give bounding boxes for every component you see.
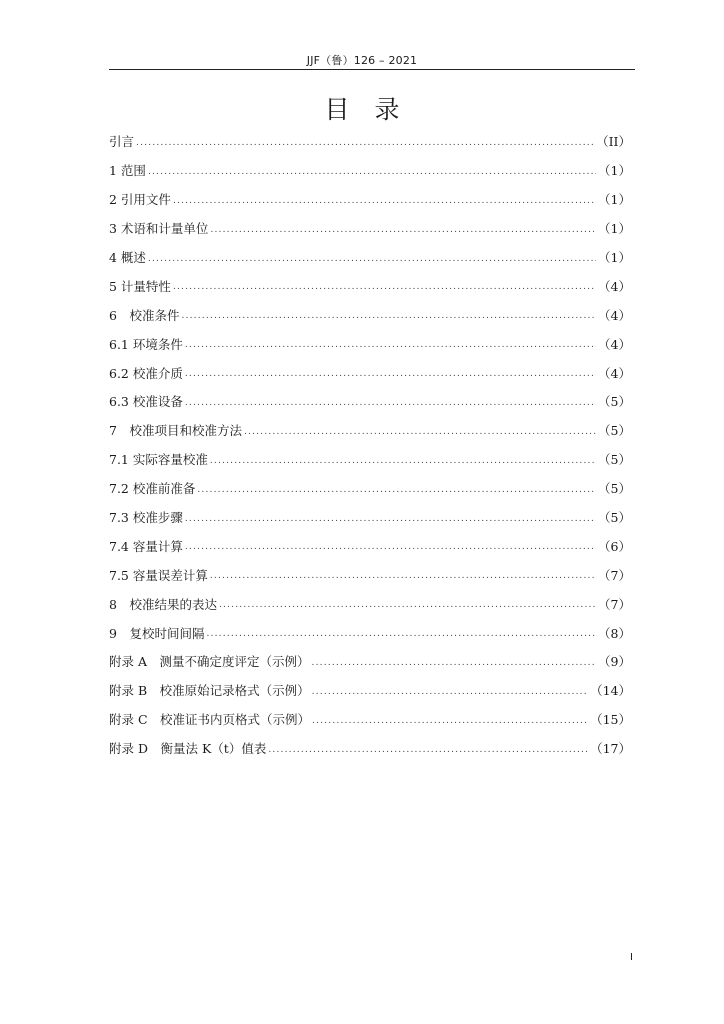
toc-entry-label: 6.2 校准介质 [109,365,183,381]
toc-entry[interactable] [109,589,631,618]
toc-entry[interactable] [109,618,631,647]
toc-entry[interactable] [109,271,631,300]
toc-entry-label: 附录 D 衡量法 K（t）值表 [109,741,267,757]
toc-entry[interactable] [109,416,631,445]
toc-entry-page: （4） [598,278,631,294]
toc-entry-label: 4 概述 [109,250,146,265]
toc-entry-label: 7 校准项目和校准方法 [109,423,242,439]
dot-leader [244,424,596,437]
toc-entry-label: 7.2 校准前准备 [109,481,196,497]
toc-entry-page: （7） [598,596,631,612]
toc-entry-page: （4） [598,365,631,381]
dot-leader [148,251,596,264]
toc-entry-label: 5 计量特性 [109,278,171,294]
toc-entry[interactable] [109,474,631,503]
dot-leader [312,713,588,726]
dot-leader [268,742,588,755]
running-header: JJF（鲁）126 – 2021 [306,54,418,67]
toc-entry-label: 9 复校时间间隔 [109,625,205,641]
dot-leader [185,395,596,408]
table-of-contents [109,127,631,763]
toc-entry[interactable] [109,127,631,156]
dot-leader [312,684,588,697]
dot-leader [185,337,596,350]
toc-entry-label: 7.1 实际容量校准 [109,452,208,468]
header-rule [109,69,635,70]
toc-entry[interactable] [109,503,631,532]
dot-leader [210,568,596,581]
toc-entry[interactable] [109,185,631,214]
toc-entry-page: （4） [598,307,631,323]
toc-entry[interactable] [109,560,631,589]
toc-entry-page: （15） [590,712,631,728]
toc-entry-page: （5） [598,394,631,410]
dot-leader [136,135,594,148]
toc-entry-page: （5） [598,452,631,468]
page-title: 目 录 [324,95,400,124]
toc-entry-label: 6 校准条件 [109,307,180,323]
toc-entry-page: （1） [598,163,631,179]
toc-entry[interactable] [109,647,631,676]
toc-entry-page: （7） [598,567,631,583]
toc-entry-page: （5） [598,510,631,526]
toc-entry[interactable] [109,358,631,387]
toc-entry-page: （4） [598,336,631,352]
dot-leader [185,539,596,552]
dot-leader [312,655,597,668]
toc-entry[interactable] [109,734,631,763]
toc-entry-label: 附录 B 校准原始记录格式（示例） [109,683,310,699]
toc-entry-label: 1 范围 [109,163,146,179]
toc-entry-page: （1） [598,221,631,237]
toc-entry[interactable] [109,156,631,185]
toc-entry[interactable] [109,300,631,329]
toc-entry[interactable] [109,676,631,705]
toc-entry[interactable] [109,243,631,272]
toc-entry-page: （9） [598,654,631,670]
dot-leader [173,193,596,206]
dot-leader [181,308,596,321]
toc-entry-page: （6） [598,538,631,554]
toc-entry[interactable] [109,445,631,474]
toc-entry-label: 7.5 容量误差计算 [109,567,208,583]
dot-leader [206,626,596,639]
dot-leader [185,366,596,379]
toc-entry-page: （17） [590,741,631,757]
dot-leader [210,222,596,235]
toc-entry-label: 2 引用文件 [109,192,171,208]
dot-leader [185,511,596,524]
toc-entry-label: 附录 A 测量不确定度评定（示例） [109,654,310,670]
dot-leader [210,453,596,466]
toc-entry-page: （II） [596,134,631,150]
toc-entry[interactable] [109,531,631,560]
toc-entry-label: 6.1 环境条件 [109,336,183,352]
toc-entry-page: （8） [598,625,631,641]
toc-entry-label: 附录 C 校准证书内页格式（示例） [109,712,311,728]
toc-entry-page: （1） [598,192,631,208]
dot-leader [173,279,596,292]
dot-leader [197,482,596,495]
toc-entry[interactable] [109,705,631,734]
toc-entry-page: （5） [598,481,631,497]
dot-leader [219,597,596,610]
toc-entry-label: 引言 [109,134,135,150]
toc-entry-label: 3 术语和计量单位 [109,221,209,237]
toc-entry-label: 8 校准结果的表达 [109,596,217,612]
toc-entry[interactable] [109,387,631,416]
page-number: I [630,952,633,963]
toc-entry[interactable] [109,214,631,243]
toc-entry-label: 7.4 容量计算 [109,538,183,554]
dot-leader [148,164,596,177]
toc-entry-page: （14） [590,683,631,699]
toc-entry-label: 6.3 校准设备 [109,394,183,410]
toc-entry[interactable] [109,329,631,358]
toc-entry-page: （1） [598,250,631,265]
toc-entry-page: （5） [598,423,631,439]
toc-entry-label: 7.3 校准步骤 [109,510,183,526]
